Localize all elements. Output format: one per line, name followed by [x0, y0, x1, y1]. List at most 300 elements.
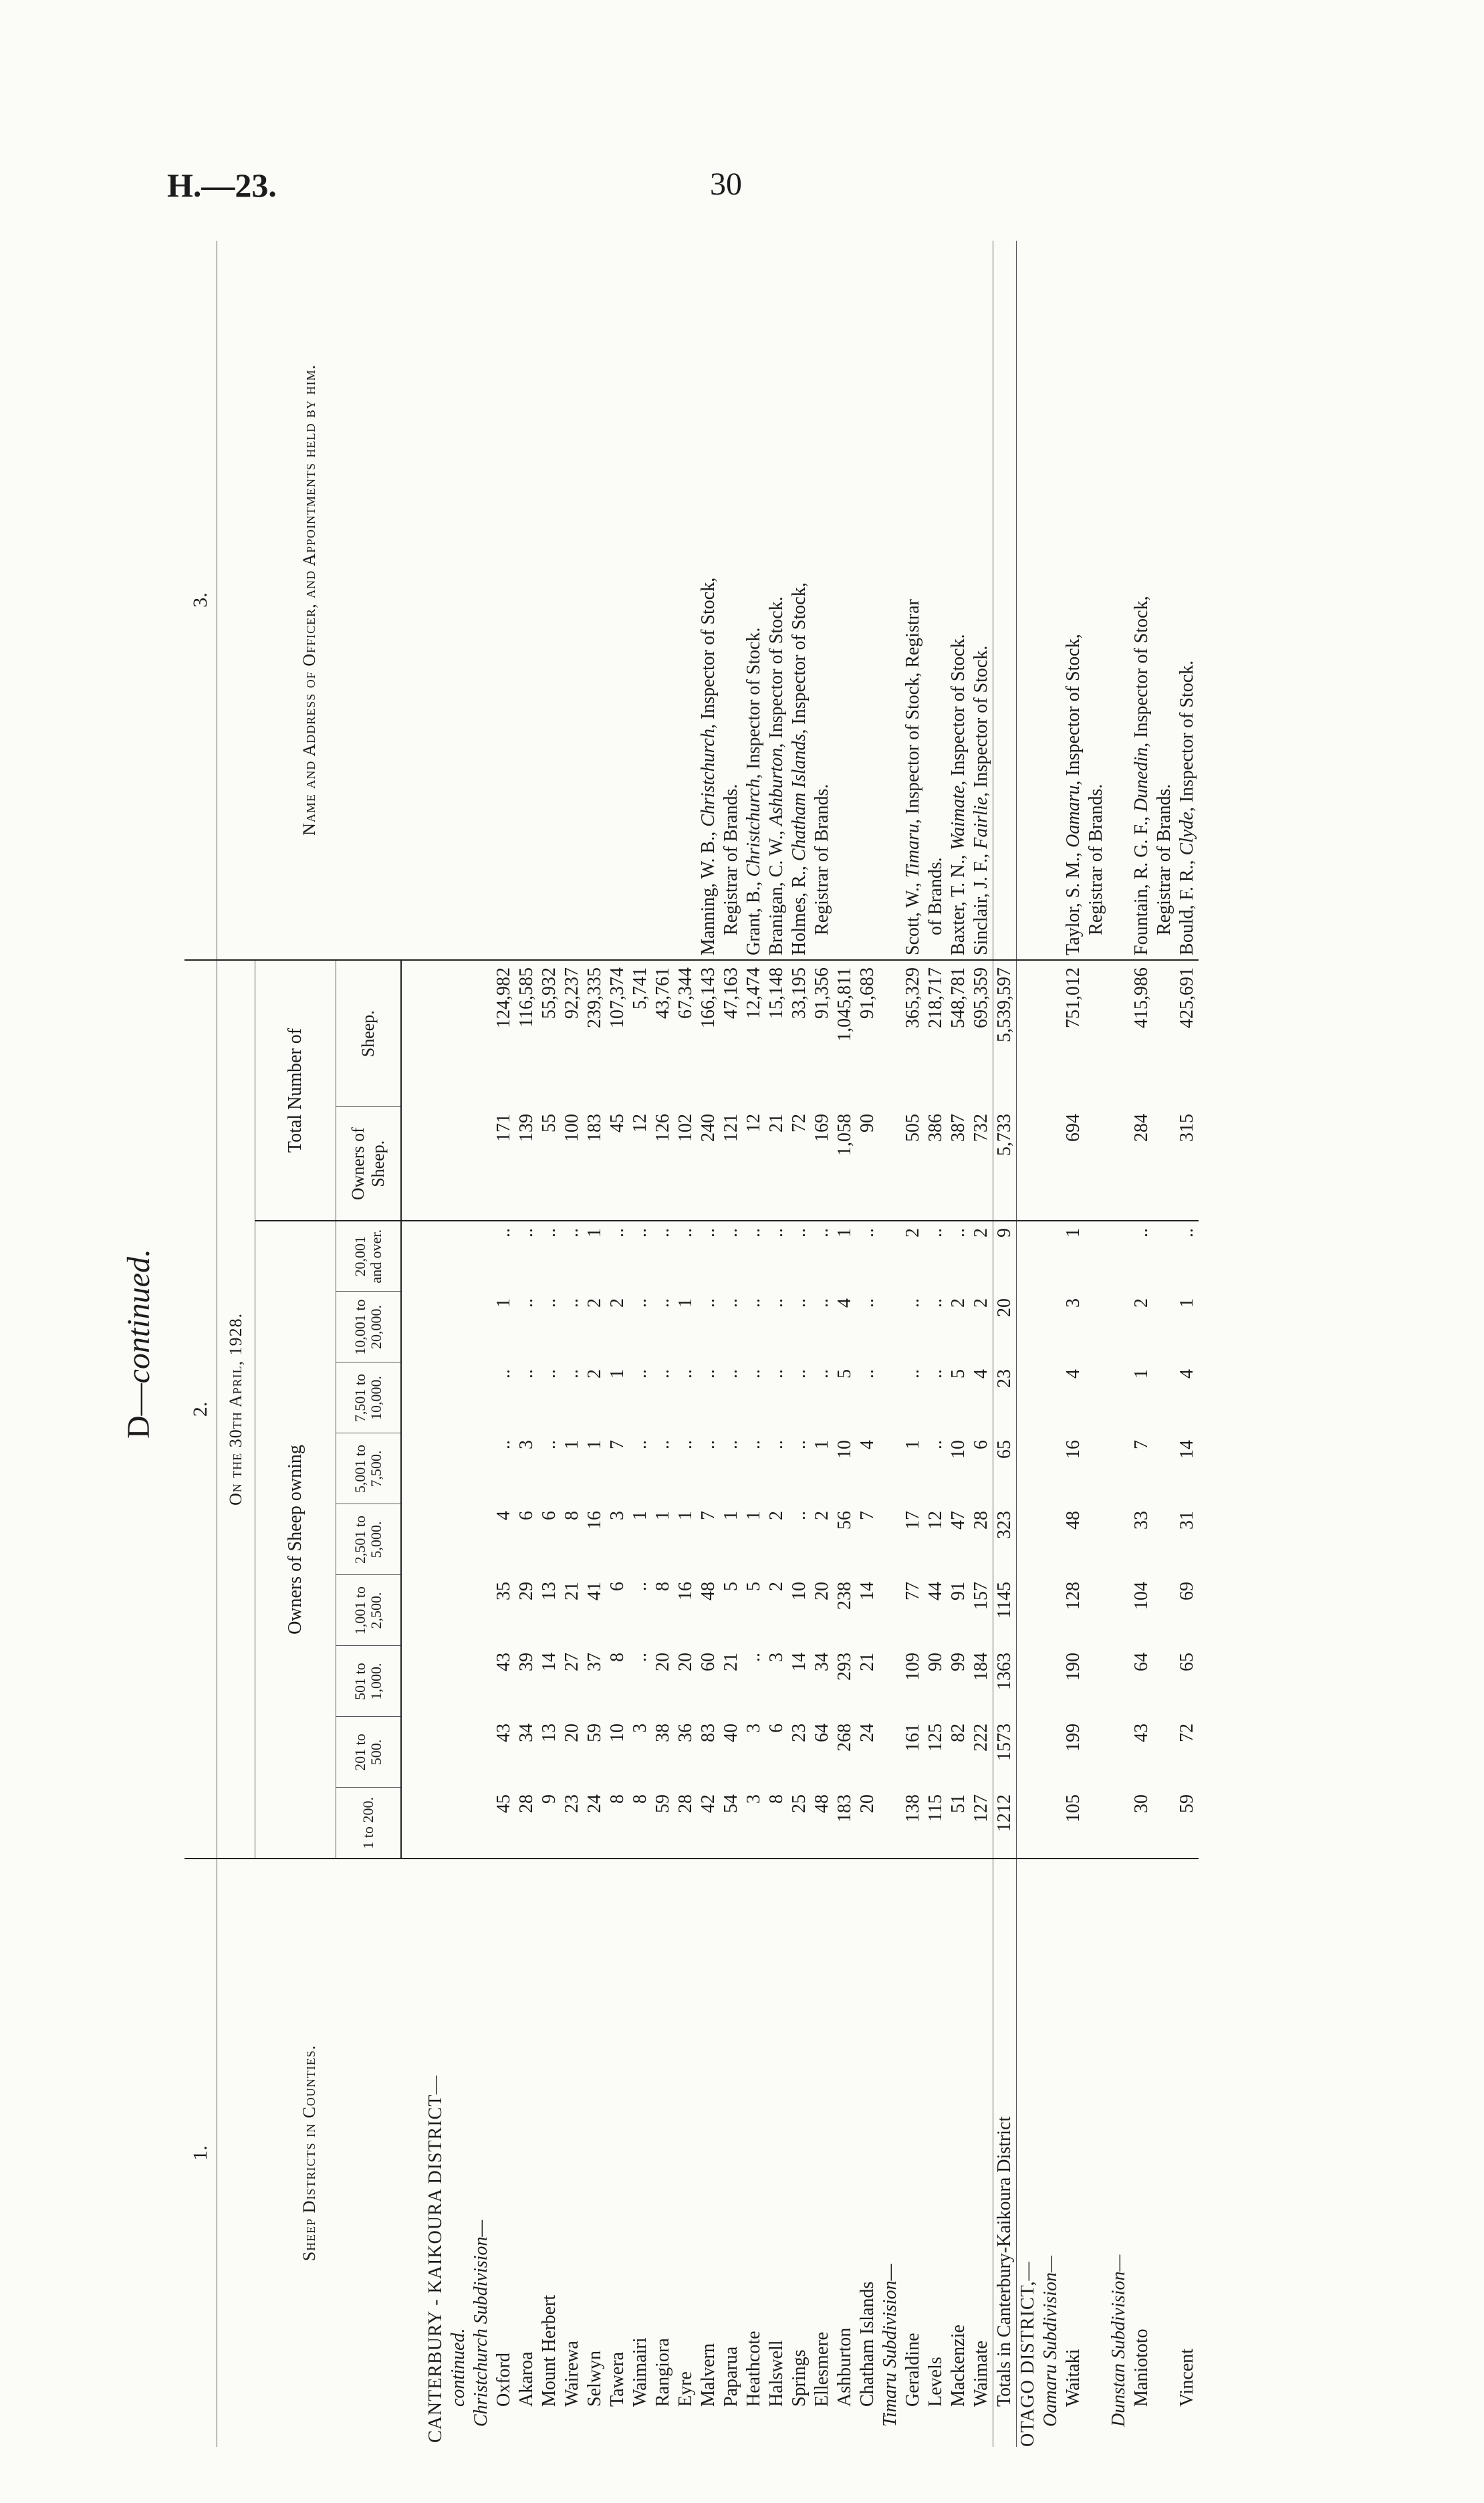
owners-count-cell: 43: [1131, 1723, 1152, 1742]
owners-count-cell: ..: [698, 1440, 719, 1449]
owners-count-cell: 10: [789, 1582, 810, 1600]
owners-count-cell: ..: [630, 1440, 650, 1449]
district-label: Ashburton: [834, 2327, 855, 2407]
owners-count-cell: 28: [515, 1788, 538, 1859]
owners-count-cell: 45: [493, 1788, 515, 1859]
owners-count-cell: 65: [993, 1433, 1017, 1504]
officer-cell: [720, 241, 743, 960]
col3-number: 3.: [184, 241, 217, 960]
total-sheep-cell: 425,691: [1177, 967, 1197, 1028]
owners-count-cell: 1145: [993, 1575, 1017, 1646]
total-sheep-cell: 15,148: [766, 967, 787, 1019]
district-name: [674, 1859, 697, 2447]
district-name: [902, 1859, 924, 2447]
owners-count-cell: 1212: [993, 1788, 1017, 1859]
owners-count-cell: ..: [652, 1369, 673, 1379]
owners-count-cell: ..: [493, 1369, 514, 1379]
officer-appointment: , Inspector of Stock,: [1063, 634, 1084, 786]
owners-count-cell: 5: [948, 1369, 969, 1379]
col1-number: 1.: [184, 1859, 217, 2447]
owners-count-cell: 1: [675, 1511, 696, 1520]
table-row: [538, 241, 561, 2447]
owners-count-cell: 39: [516, 1653, 537, 1671]
owners-count-cell: 9: [538, 1788, 561, 1859]
officer-cell: [1153, 241, 1176, 960]
total-sheep-cell: 92,237: [562, 967, 582, 1019]
officer-place: Timaru: [902, 824, 923, 878]
officer-cell: [788, 241, 811, 960]
table-row: [947, 241, 970, 2447]
owners-count-cell: 13: [539, 1582, 560, 1600]
district-name: [1130, 1859, 1153, 2447]
owners-count-cell: 20: [993, 1292, 1017, 1362]
owners-count-cell: 20: [652, 1653, 673, 1671]
owners-count-cell: ..: [743, 1228, 764, 1237]
owners-count-cell: 1: [743, 1511, 764, 1520]
owners-count-cell: 4: [834, 1298, 855, 1308]
officer-cell: [1130, 241, 1153, 960]
total-owners-cell: 45: [606, 1107, 629, 1221]
col3-title: Name and Address of Officer, and Appointments held by him.: [217, 241, 402, 960]
owners-count-cell: 8: [562, 1511, 582, 1520]
officer-name: Branigan, C. W.,: [766, 826, 787, 955]
district-label: Eyre: [675, 2371, 696, 2407]
officer-name: Sinclair, J. F.,: [971, 848, 991, 955]
owners-count-cell: ..: [857, 1369, 878, 1379]
district-label: Halswell: [766, 2340, 787, 2407]
owners-count-cell: 83: [698, 1723, 719, 1742]
owners-count-cell: 157: [971, 1582, 991, 1610]
owners-count-cell: 5: [834, 1369, 855, 1379]
total-owners-cell: 315: [1176, 1107, 1199, 1221]
owners-count-cell: 190: [1063, 1653, 1084, 1681]
owners-count-cell: 2: [1131, 1298, 1152, 1308]
owners-count-cell: ..: [902, 1298, 923, 1308]
total-sheep-cell: 1,045,811: [834, 967, 855, 1042]
total-sheep-cell: 548,781: [948, 967, 969, 1028]
district-name: [765, 1859, 788, 2447]
owners-count-cell: ..: [857, 1298, 878, 1308]
district-label: Mount Herbert: [539, 2294, 560, 2407]
district-name: [743, 1859, 765, 2447]
range-header-5: 2,501 to 5,000.: [336, 1504, 402, 1575]
owners-count-cell: 24: [857, 1723, 878, 1742]
owners-count-cell: 56: [834, 1511, 855, 1530]
table-row: [993, 241, 1017, 2447]
owners-count-cell: 2: [971, 1298, 991, 1308]
total-sheep-cell: 91,683: [857, 967, 878, 1019]
owners-count-cell: ..: [789, 1511, 810, 1520]
owners-count-cell: 2: [584, 1298, 605, 1308]
table-row: [493, 241, 515, 2447]
owners-count-cell: 8: [606, 1788, 629, 1859]
owners-count-cell: ..: [630, 1582, 650, 1591]
owners-count-cell: ..: [743, 1298, 764, 1308]
owners-count-cell: 2: [766, 1582, 787, 1591]
owners-count-cell: 21: [562, 1582, 582, 1600]
officer-cell: [856, 241, 879, 960]
owners-count-cell: 13: [539, 1723, 560, 1742]
range-header-7: 7,501 to 10,000.: [336, 1362, 402, 1433]
owners-count-cell: 30: [1130, 1788, 1153, 1859]
total-sheep-cell: 12,474: [743, 967, 764, 1019]
owners-count-cell: 72: [1177, 1723, 1197, 1742]
owners-count-cell: 293: [834, 1653, 855, 1681]
owners-count-cell: 25: [788, 1788, 811, 1859]
officer-cell: [993, 241, 1017, 960]
owners-count-cell: ..: [812, 1298, 832, 1308]
owners-count-cell: ..: [766, 1440, 787, 1449]
owners-count-cell: 91: [948, 1582, 969, 1600]
sheep-table-wrapper: [184, 241, 1199, 2447]
owners-count-cell: 48: [811, 1788, 834, 1859]
district-name: [970, 1859, 993, 2447]
owners-count-cell: 238: [834, 1582, 855, 1610]
district-name: [1062, 1859, 1085, 2447]
district-name: [720, 1859, 743, 2447]
officer-place: Chatham Islands: [789, 733, 810, 862]
officer-cell: [902, 241, 924, 960]
table-row: [1176, 241, 1199, 2447]
owners-count-cell: 1: [1177, 1298, 1197, 1308]
total-owners-cell: 12: [743, 1107, 765, 1221]
officer-cell: [1062, 241, 1085, 960]
owners-count-cell: 7: [1131, 1440, 1152, 1449]
total-owners-cell: 171: [493, 1107, 515, 1221]
district-name: [856, 1859, 879, 2447]
officer-appointment: , Inspector of Stock.: [743, 627, 764, 779]
owners-count-cell: 23: [561, 1788, 584, 1859]
district-label: Paparua: [721, 2346, 741, 2407]
officer-appointment: , Inspector of Stock,: [1131, 596, 1152, 747]
owners-count-cell: 27: [562, 1653, 582, 1671]
owners-count-cell: 2: [766, 1511, 787, 1520]
district-label: Waimate: [971, 2341, 991, 2407]
owners-count-cell: ..: [562, 1298, 582, 1308]
owners-count-cell: 109: [902, 1653, 923, 1681]
district-label: Waimairi: [630, 2337, 650, 2407]
owners-count-cell: 90: [925, 1653, 946, 1671]
table-row: [902, 241, 924, 2447]
owners-count-cell: 17: [902, 1511, 923, 1530]
total-owners-cell: 5,733: [993, 1107, 1017, 1221]
owners-count-cell: ..: [493, 1228, 514, 1237]
owners-count-cell: 2: [971, 1228, 991, 1237]
officer-appointment: , Inspector of Stock.: [971, 645, 991, 797]
owners-count-cell: ..: [698, 1228, 719, 1237]
officer-name: Grant, B.,: [743, 876, 764, 955]
table-row: [765, 241, 788, 2447]
owners-count-cell: 6: [607, 1582, 628, 1591]
owners-count-cell: ..: [766, 1228, 787, 1237]
owners-count-cell: 3: [743, 1723, 764, 1733]
owners-count-cell: 64: [812, 1723, 832, 1742]
owners-count-cell: 10: [607, 1723, 628, 1742]
table-row: [720, 241, 743, 2447]
district-label: Waitaki: [1063, 2349, 1084, 2407]
owners-count-cell: 2: [607, 1298, 628, 1308]
officer-name: Bould, F. R.,: [1177, 855, 1197, 955]
owners-count-cell: 7: [857, 1511, 878, 1520]
owners-count-cell: 4: [1177, 1369, 1197, 1379]
owners-count-cell: 8: [607, 1653, 628, 1662]
district-label: Vincent: [1177, 2349, 1197, 2407]
total-owners-cell: 1,058: [834, 1107, 856, 1221]
owners-count-cell: 1: [493, 1298, 514, 1308]
owners-count-cell: ..: [1131, 1228, 1152, 1237]
owners-count-cell: 184: [971, 1653, 991, 1681]
owners-count-cell: 14: [1177, 1440, 1197, 1459]
owners-count-cell: 12: [925, 1511, 946, 1530]
officer-cell: [674, 241, 697, 960]
total-sheep-cell: 218,717: [925, 967, 946, 1028]
owners-count-cell: ..: [925, 1298, 946, 1308]
sheep-header: Sheep.: [336, 960, 402, 1107]
district-label: Ellesmere: [812, 2332, 832, 2407]
owners-count-cell: ..: [902, 1369, 923, 1379]
total-owners-cell: 102: [674, 1107, 697, 1221]
owners-count-cell: 10: [834, 1440, 855, 1459]
title-main: D—: [121, 1383, 156, 1439]
owners-count-cell: 59: [1176, 1788, 1199, 1859]
total-owners-cell: 694: [1062, 1107, 1085, 1221]
owners-count-cell: 115: [924, 1788, 947, 1859]
owners-count-cell: 6: [971, 1440, 991, 1449]
owners-count-cell: 5: [721, 1582, 741, 1591]
owners-count-cell: ..: [652, 1440, 673, 1449]
officer-cell: [924, 241, 947, 960]
owners-count-cell: 16: [1063, 1440, 1084, 1459]
owners-count-cell: ..: [516, 1369, 537, 1379]
total-sheep-cell: 751,012: [1063, 967, 1084, 1028]
owners-count-cell: 7: [607, 1440, 628, 1449]
owners-count-cell: 183: [834, 1788, 856, 1859]
owners-count-cell: 1: [721, 1511, 741, 1520]
owners-count-cell: 323: [993, 1504, 1017, 1575]
owners-count-cell: 69: [1177, 1582, 1197, 1600]
owners-count-cell: 64: [1131, 1653, 1152, 1671]
district-label: Selwyn: [584, 2351, 605, 2407]
subdivision-oamaru: Oamaru Subdivision—: [1040, 2256, 1061, 2427]
owners-count-cell: ..: [630, 1653, 650, 1662]
owners-count-cell: 43: [493, 1723, 514, 1742]
owners-count-cell: ..: [652, 1298, 673, 1308]
page-code: H.—23.: [167, 166, 277, 204]
owners-count-cell: 125: [925, 1723, 946, 1752]
district-name: [924, 1859, 947, 2447]
officer-appointment: Registrar of Brands.: [721, 784, 741, 935]
district-name: [515, 1859, 538, 2447]
total-owners-cell: 732: [970, 1107, 993, 1221]
owners-of-sheep-header: Owners of Sheep.: [336, 1107, 402, 1221]
district-continued: continued.: [448, 2328, 469, 2407]
officer-appointment: Registrar of Brands.: [1086, 784, 1106, 935]
owners-count-cell: 20: [675, 1653, 696, 1671]
district-name: [652, 1859, 674, 2447]
owners-count-cell: 1: [584, 1440, 605, 1449]
sheep-districts-table: [184, 241, 1199, 2447]
owners-count-cell: 44: [925, 1582, 946, 1600]
owners-count-cell: ..: [675, 1228, 696, 1237]
owners-count-cell: ..: [789, 1228, 810, 1237]
owners-count-cell: ..: [721, 1440, 741, 1449]
officer-appointment: , Inspector of Stock,: [698, 577, 719, 729]
owners-count-cell: 8: [652, 1582, 673, 1591]
owners-count-cell: 34: [812, 1653, 832, 1671]
total-owners-cell: 72: [788, 1107, 811, 1221]
total-sheep-cell: 5,539,597: [993, 960, 1017, 1107]
officer-cell: [834, 241, 856, 960]
owners-count-cell: 41: [584, 1582, 605, 1600]
owners-count-cell: 82: [948, 1723, 969, 1742]
officer-cell: [561, 241, 584, 960]
officer-appointment: , Inspector of Stock.: [766, 596, 787, 748]
district-label: Chatham Islands: [857, 2281, 878, 2407]
officer-continuation-row: [1153, 241, 1176, 2447]
officer-place: Waimate: [948, 785, 969, 850]
subdivision-christchurch: Christchurch Subdivision—: [471, 2220, 491, 2427]
owners-count-cell: ..: [675, 1440, 696, 1449]
col2-number: 2.: [184, 960, 217, 1859]
total-sheep-cell: 43,761: [652, 967, 673, 1019]
total-sheep-cell: 55,932: [539, 967, 560, 1019]
total-sheep-cell: 695,359: [971, 967, 991, 1028]
owners-count-cell: ..: [812, 1228, 832, 1237]
owners-count-cell: ..: [721, 1228, 741, 1237]
owners-count-cell: 1: [607, 1369, 628, 1379]
officer-cell: [970, 241, 993, 960]
officer-cell: [606, 241, 629, 960]
owners-count-cell: 31: [1177, 1511, 1197, 1530]
range-header-9: 20,001 and over.: [336, 1221, 402, 1292]
table-row: [1130, 241, 1153, 2447]
owners-count-cell: 3: [743, 1788, 765, 1859]
owners-count-cell: ..: [743, 1369, 764, 1379]
range-header-6: 5,001 to 7,500.: [336, 1433, 402, 1504]
owners-count-cell: 20: [856, 1788, 879, 1859]
owners-count-cell: 2: [812, 1511, 832, 1520]
district-name: [561, 1859, 584, 2447]
officer-appointment: Registrar of Brands.: [1154, 784, 1174, 935]
district-name: [993, 1859, 1017, 2447]
total-sheep-cell: 124,982: [493, 967, 514, 1028]
owners-count-cell: 7: [698, 1511, 719, 1520]
owners-count-cell: ..: [562, 1369, 582, 1379]
table-row: [1062, 241, 1085, 2447]
owners-count-cell: 47: [948, 1511, 969, 1530]
owners-count-cell: 1: [675, 1298, 696, 1308]
table-body: [401, 241, 1199, 2447]
owners-count-cell: 1: [902, 1440, 923, 1449]
owners-count-cell: 59: [652, 1788, 674, 1859]
subdivision-timaru: Timaru Subdivision—: [880, 2264, 900, 2427]
table-row: [743, 241, 765, 2447]
owners-count-cell: 8: [629, 1788, 652, 1859]
owners-count-cell: ..: [948, 1228, 969, 1237]
owners-count-cell: 10: [948, 1440, 969, 1459]
table-title: [120, 241, 157, 2447]
table-row: [924, 241, 947, 2447]
officer-place: Fairlie: [971, 796, 991, 849]
owners-count-cell: 3: [516, 1440, 537, 1449]
district-label: Wairewa: [562, 2341, 582, 2407]
officer-place: Oamaru: [1063, 785, 1084, 848]
officer-cell: [538, 241, 561, 960]
owners-count-cell: 6: [516, 1511, 537, 1520]
district-name: [697, 1859, 720, 2447]
owners-count-cell: 4: [1063, 1369, 1084, 1379]
officer-cell: [743, 241, 765, 960]
owners-count-cell: ..: [743, 1440, 764, 1449]
total-owners-cell: 169: [811, 1107, 834, 1221]
total-owners-cell: 284: [1130, 1107, 1153, 1221]
owners-count-cell: 199: [1063, 1723, 1084, 1752]
district-name: [788, 1859, 811, 2447]
owners-count-cell: 6: [766, 1723, 787, 1733]
total-owners-cell: 505: [902, 1107, 924, 1221]
table-row: [515, 241, 538, 2447]
officer-appointment: , Inspector of Stock, Registrar: [902, 599, 923, 824]
officer-name: Holmes, R.,: [789, 861, 810, 955]
district-name: [1176, 1859, 1199, 2447]
owners-count-cell: ..: [607, 1228, 628, 1237]
owners-count-cell: ..: [743, 1653, 764, 1662]
owners-count-cell: ..: [789, 1369, 810, 1379]
owners-count-cell: 268: [834, 1723, 855, 1752]
owners-count-cell: 28: [674, 1788, 697, 1859]
owners-count-cell: 23: [993, 1362, 1017, 1433]
officer-appointment: , Inspector of Stock,: [789, 582, 810, 734]
owners-count-cell: 21: [721, 1653, 741, 1671]
owners-count-cell: 1: [652, 1511, 673, 1520]
subdivision-dunstan: Dunstan Subdivision—: [1108, 2254, 1129, 2427]
owners-count-cell: ..: [630, 1298, 650, 1308]
officer-appointment: , Inspector of Stock.: [948, 634, 969, 786]
owners-count-cell: 222: [971, 1723, 991, 1752]
officer-continuation-row: [1085, 1859, 1108, 2447]
total-owners-cell: 90: [856, 1107, 879, 1221]
table-row: [606, 241, 629, 2447]
district-label: Totals in Canterbury-Kaikoura District: [994, 2116, 1015, 2407]
owners-count-cell: ..: [539, 1440, 560, 1449]
owners-count-cell: 33: [1131, 1511, 1152, 1530]
owners-count-cell: ..: [1177, 1228, 1197, 1237]
owners-count-cell: 4: [971, 1369, 991, 1379]
owners-count-cell: 24: [584, 1788, 606, 1859]
owners-count-cell: 51: [947, 1788, 970, 1859]
district-label: Heathcote: [743, 2331, 764, 2407]
officer-name: Fountain, R. G. F.,: [1131, 812, 1152, 955]
owners-count-cell: 1: [812, 1440, 832, 1449]
owners-count-cell: 34: [516, 1723, 537, 1742]
col1-title: Sheep Districts in Counties.: [299, 2044, 319, 2262]
rotated-table-page: [120, 241, 1364, 2447]
owners-count-cell: ..: [516, 1228, 537, 1237]
owners-count-cell: 3: [607, 1511, 628, 1520]
owners-count-cell: 138: [902, 1788, 924, 1859]
district-name: [629, 1859, 652, 2447]
total-sheep-cell: 116,585: [516, 967, 537, 1028]
total-sheep-cell: 107,374: [607, 967, 628, 1028]
owners-group-header: Owners of Sheep owning: [255, 1221, 336, 1859]
table-row: [652, 241, 674, 2447]
owners-count-cell: 59: [584, 1723, 605, 1742]
owners-count-cell: ..: [721, 1369, 741, 1379]
total-sheep-cell: 47,163: [721, 967, 741, 1019]
table-row: [811, 241, 834, 2447]
owners-count-cell: 54: [720, 1788, 743, 1859]
owners-count-cell: ..: [630, 1369, 650, 1379]
